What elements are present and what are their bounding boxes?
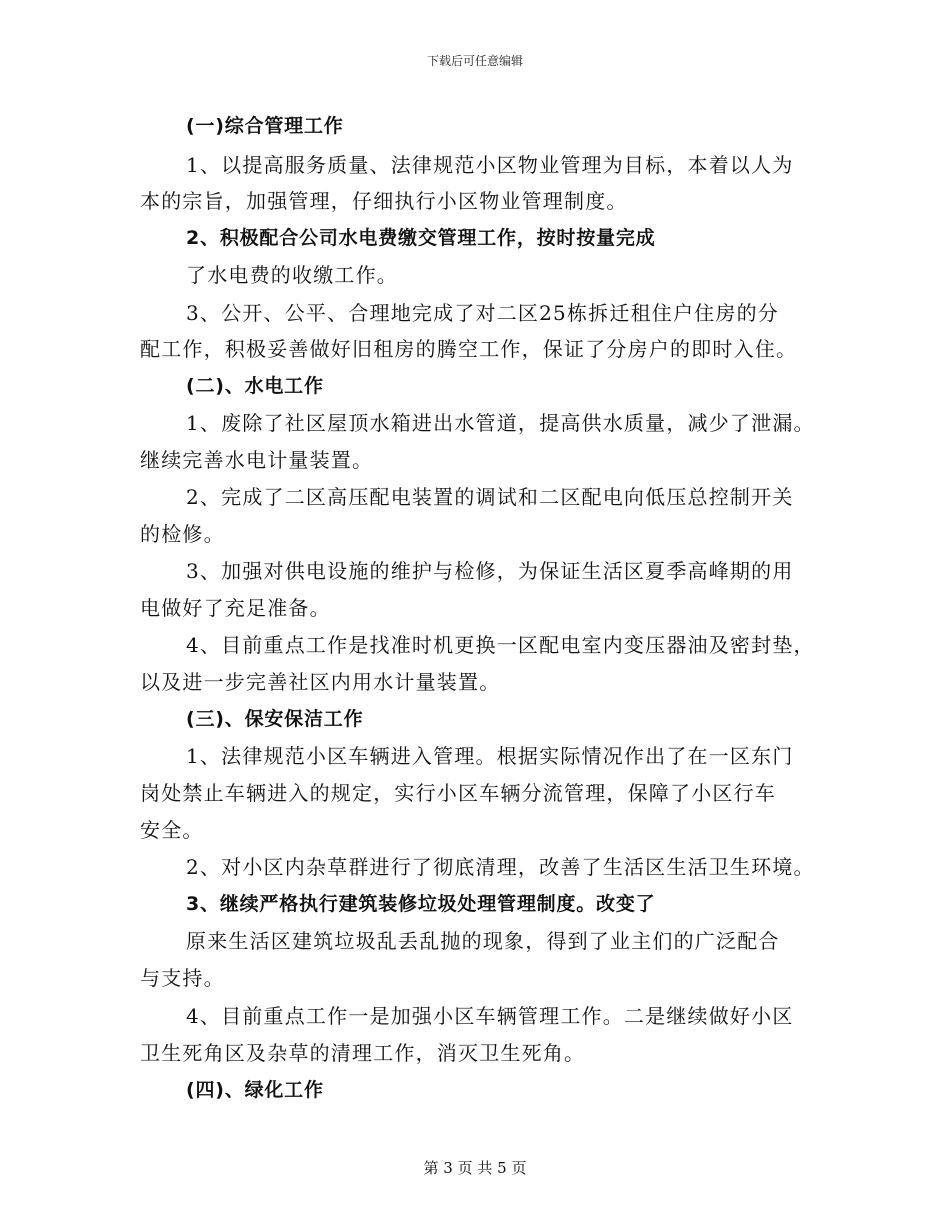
page-header: 下载后可任意编辑 bbox=[426, 54, 523, 68]
paragraph-line: 与支持。 bbox=[140, 966, 225, 990]
section-heading-2: (二)、水电工作 bbox=[186, 375, 324, 397]
paragraph-line: 本的宗旨，加强管理，仔细执行小区物业管理制度。 bbox=[140, 189, 628, 213]
paragraph-line: 2、对小区内杂草群进行了彻底清理，改善了生活区生活卫生环境。 bbox=[186, 855, 815, 879]
paragraph-line: 电做好了充足准备。 bbox=[140, 596, 331, 620]
paragraph-line: 1、以提高服务质量、法律规范小区物业管理为目标，本着以人为 bbox=[186, 153, 794, 177]
page-footer: 第 3 页 共 5 页 bbox=[423, 1159, 527, 1177]
paragraph-line: 以及进一步完善社区内用水计量装置。 bbox=[140, 670, 501, 694]
paragraph-line: 继续完善水电计量装置。 bbox=[140, 448, 374, 472]
section-heading-1: (一)综合管理工作 bbox=[186, 115, 344, 137]
section-heading-4: (四)、绿化工作 bbox=[186, 1079, 324, 1101]
paragraph-line: 1、废除了社区屋顶水箱进出水管道，提高供水质量，减少了泄漏。 bbox=[186, 411, 815, 435]
paragraph-line: 原来生活区建筑垃圾乱丢乱抛的现象，得到了业主们的广泛配合 bbox=[186, 929, 780, 953]
paragraph-line: 2、完成了二区高压配电装置的调试和二区配电向低压总控制开关 bbox=[186, 485, 794, 509]
paragraph-line: 岗处禁止车辆进入的规定，实行小区车辆分流管理，保障了小区行车 bbox=[140, 781, 776, 805]
paragraph-line: 的检修。 bbox=[140, 522, 225, 546]
paragraph-line: 4、目前重点工作是找准时机更换一区配电室内变压器油及密封垫， bbox=[186, 633, 815, 657]
paragraph-line: 卫生死角区及杂草的清理工作，消灭卫生死角。 bbox=[140, 1041, 586, 1065]
bold-paragraph-line: 3、继续严格执行建筑装修垃圾处理管理制度。改变了 bbox=[186, 893, 656, 915]
paragraph-line: 3、加强对供电设施的维护与检修，为保证生活区夏季高峰期的用 bbox=[186, 559, 794, 583]
paragraph-line: 配工作，积极妥善做好旧租房的腾空工作，保证了分房户的即时入住。 bbox=[140, 337, 798, 361]
paragraph-line: 1、法律规范小区车辆进入管理。根据实际情况作出了在一区东门 bbox=[186, 744, 794, 768]
paragraph-line: 3、公开、公平、合理地完成了对二区25栋拆迁租住户住房的分 bbox=[186, 301, 779, 325]
paragraph-line: 安全。 bbox=[140, 818, 204, 842]
bold-paragraph-line: 2、积极配合公司水电费缴交管理工作，按时按量完成 bbox=[186, 227, 656, 249]
paragraph-line: 了水电费的收缴工作。 bbox=[186, 263, 398, 287]
section-heading-3: (三)、保安保洁工作 bbox=[186, 708, 364, 730]
paragraph-line: 4、目前重点工作一是加强小区车辆管理工作。二是继续做好小区 bbox=[186, 1004, 794, 1028]
